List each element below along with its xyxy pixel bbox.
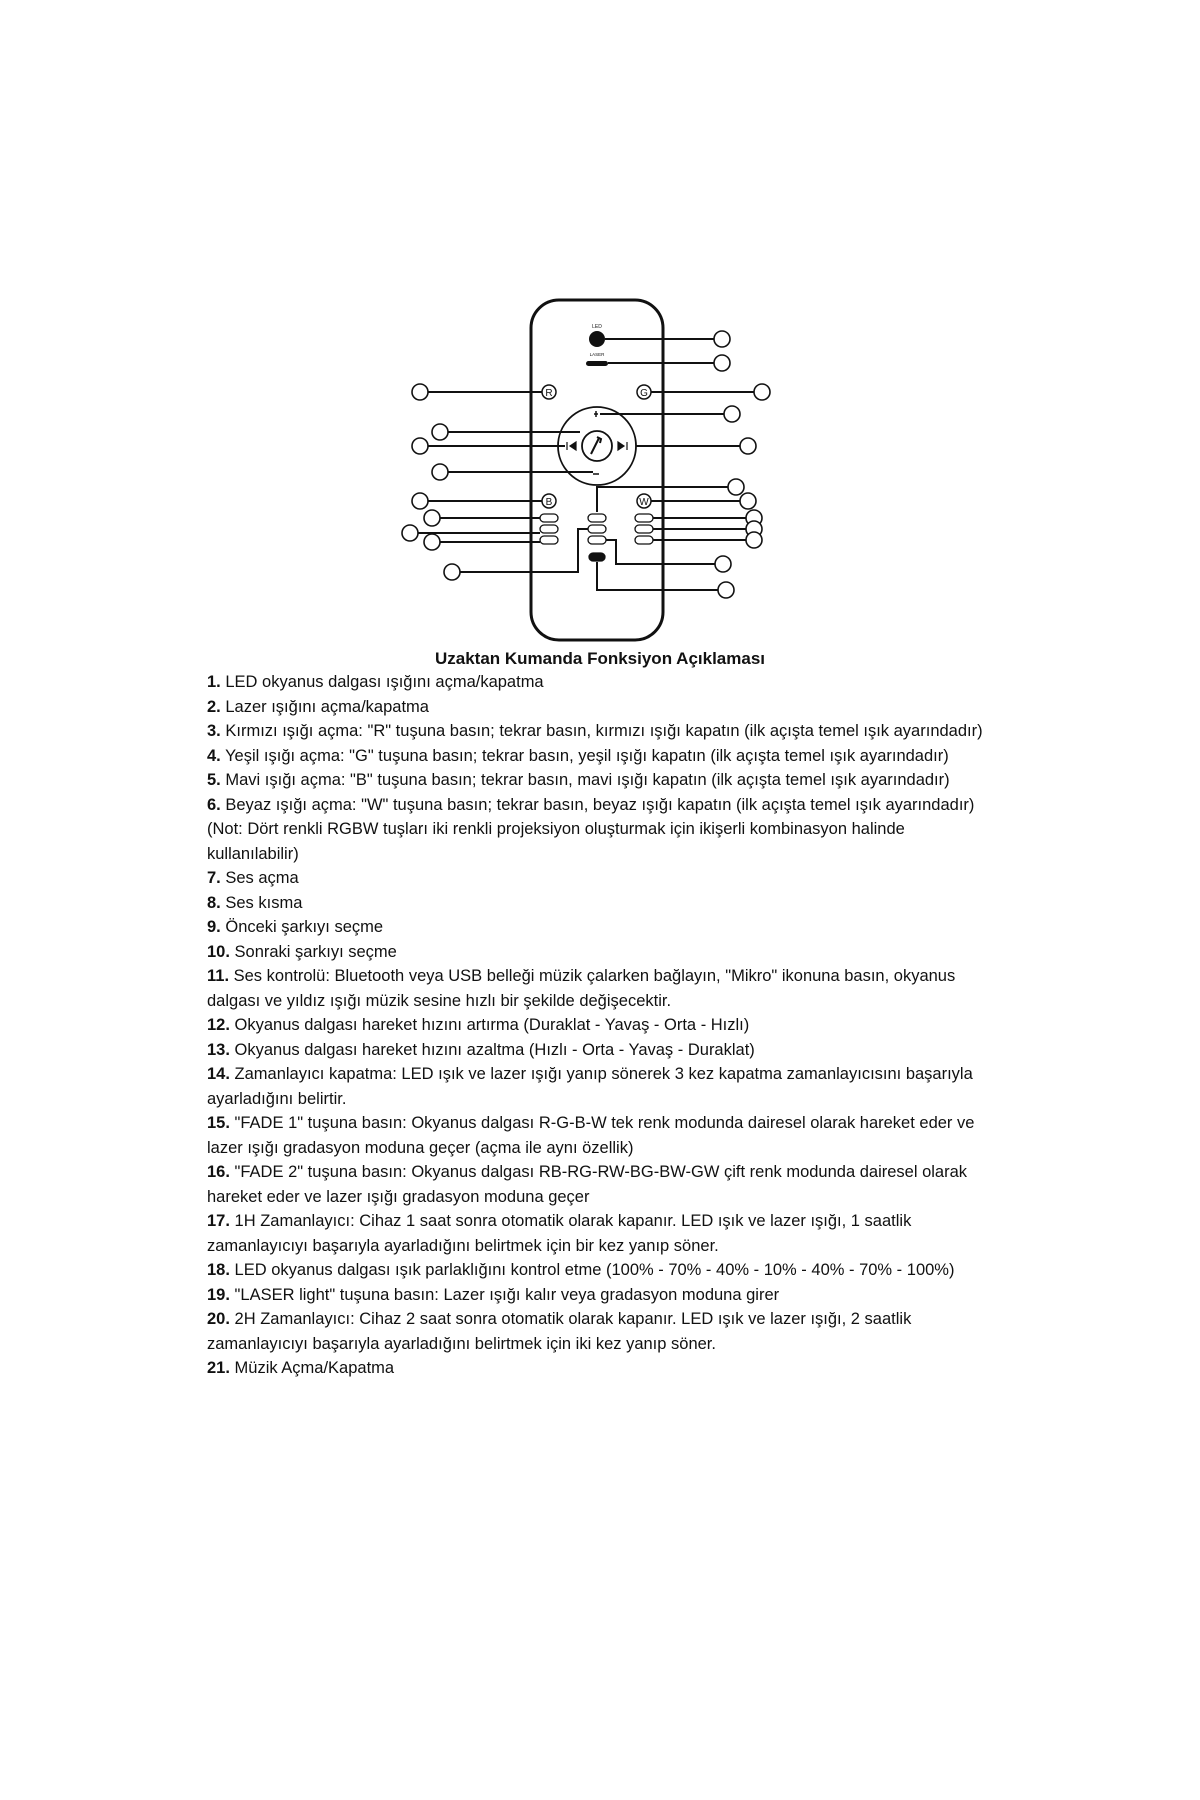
item-number: 5. xyxy=(207,771,221,789)
item-text: Lazer ışığını açma/kapatma xyxy=(225,697,429,716)
svg-text:LED: LED xyxy=(592,324,602,330)
item-text: Yeşil ışığı açma: "G" tuşuna basın; tekrar basın, yeşil ışığı kapatın (ilk açışta temel ışık ayarındadır) xyxy=(225,746,949,765)
item-text: Zamanlayıcı kapatma: LED ışık ve lazer ışığı yanıp sönerek 3 kez kapatma zamanlayıcısını başarıyla ayarladığını belirtir. xyxy=(207,1065,973,1108)
item-number: 1. xyxy=(207,673,221,691)
list-item xyxy=(207,1013,997,1038)
item-text: Ses kontrolü: Bluetooth veya USB belleği müzik çalarken bağlayın, "Mikro" ikonuna basın, okyanus dalgası ve yıldız ışığı müzik sesine hızlı bir şekilde değişecektir. xyxy=(207,967,956,1010)
item-text: Mavi ışığı açma: "B" tuşuna basın; tekrar basın, mavi ışığı kapatın (ilk açışta temel ışık ayarındadır) xyxy=(225,771,950,789)
item-text: 1H Zamanlayıcı: Cihaz 1 saat sonra otomatik olarak kapanır. LED ışık ve lazer ışığı, 1 saatlik zamanlayıcıyı başarıyla ayarladığını belirtmek için bir kez yanıp söner. xyxy=(207,1212,912,1255)
item-text: Okyanus dalgası hareket hızını artırma (Duraklat - Yavaş - Orta - Hızlı) xyxy=(234,1016,750,1034)
callout-markers xyxy=(402,331,770,598)
remote-diagram xyxy=(400,290,800,645)
item-text: 2H Zamanlayıcı: Cihaz 2 saat sonra otomatik olarak kapanır. LED ışık ve lazer ışığı, 2 saatlik zamanlayıcıyı başarıyla ayarladığını belirtmek için iki kez yanıp söner. xyxy=(207,1310,912,1353)
svg-text:G: G xyxy=(640,388,648,399)
item-number: 12. xyxy=(207,1016,230,1034)
item-text: Sonraki şarkıyı seçme xyxy=(234,942,397,961)
item-number: 19. xyxy=(207,1285,230,1304)
list-item xyxy=(207,744,997,769)
item-number: 18. xyxy=(207,1261,230,1279)
white-button xyxy=(637,494,651,508)
list-item xyxy=(207,1160,997,1209)
item-text: Kırmızı ışığı açma: "R" tuşuna basın; tekrar basın, kırmızı ışığı kapatın (ilk açışta temel ışık ayarındadır) xyxy=(225,722,983,740)
list-item xyxy=(207,1062,997,1111)
list-item xyxy=(207,1356,997,1381)
item-text: "FADE 2" tuşuna basın: Okyanus dalgası RB-RG-RW-BG-BW-GW çift renk modunda dairesel olarak hareket eder ve lazer ışığı gradasyon moduna geçer xyxy=(207,1163,968,1206)
item-number: 16. xyxy=(207,1163,230,1181)
list-item xyxy=(207,915,997,940)
svg-text:LASER: LASER xyxy=(589,352,605,357)
item-text: Ses açma xyxy=(225,869,299,887)
item-number: 7. xyxy=(207,869,221,887)
item-text: Okyanus dalgası hareket hızını azaltma (Hızlı - Orta - Yavaş - Duraklat) xyxy=(234,1040,755,1059)
item-number: 14. xyxy=(207,1065,230,1083)
laser-button xyxy=(586,352,608,366)
item-text: Önceki şarkıyı seçme xyxy=(225,918,384,936)
list-item xyxy=(207,695,997,720)
item-number: 9. xyxy=(207,918,221,936)
list-item xyxy=(207,719,997,744)
item-number: 11. xyxy=(207,967,230,985)
item-number: 13. xyxy=(207,1040,230,1059)
item-number: 8. xyxy=(207,893,221,912)
list-item xyxy=(207,866,997,891)
item-text: "LASER light" tuşuna basın: Lazer ışığı kalır veya gradasyon moduna girer xyxy=(234,1285,780,1304)
item-number: 10. xyxy=(207,942,230,961)
page-title: Uzaktan Kumanda Fonksiyon Açıklaması xyxy=(434,649,766,668)
navigation-ring xyxy=(558,407,636,485)
led-button xyxy=(589,324,605,347)
item-text: Beyaz ışığı açma: "W" tuşuna basın; tekrar basın, beyaz ışığı kapatın (ilk açışta temel ışık ayarındadır) (Not: Dört renkli RGBW tuşları iki renkli projeksiyon oluşturmak için ikişerli kombinasyon halinde kullanılabilir) xyxy=(207,795,975,863)
item-number: 17. xyxy=(207,1212,230,1230)
svg-text:B: B xyxy=(545,497,553,508)
item-number: 4. xyxy=(207,746,221,765)
list-item xyxy=(207,670,997,695)
list-item xyxy=(207,1038,997,1063)
item-text: LED okyanus dalgası ışık parlaklığını kontrol etme (100% - 70% - 40% - 10% - 40% - 70% - 100%) xyxy=(234,1261,955,1279)
item-number: 6. xyxy=(207,795,221,814)
list-item xyxy=(207,1209,997,1258)
item-text: LED okyanus dalgası ışığını açma/kapatma xyxy=(225,673,544,691)
item-number: 20. xyxy=(207,1310,230,1328)
list-item xyxy=(207,940,997,965)
item-text: Ses kısma xyxy=(225,893,303,912)
item-number: 2. xyxy=(207,697,221,716)
svg-text:W: W xyxy=(639,497,649,508)
callout-lines xyxy=(418,339,754,590)
svg-text:R: R xyxy=(545,388,553,399)
list-item xyxy=(207,1283,997,1308)
green-button xyxy=(637,385,651,399)
list-item xyxy=(207,1258,997,1283)
blue-button xyxy=(542,494,556,508)
item-text: Müzik Açma/Kapatma xyxy=(234,1359,395,1377)
list-item xyxy=(207,1111,997,1160)
item-text: "FADE 1" tuşuna basın: Okyanus dalgası R-G-B-W tek renk modunda dairesel olarak hareket eder ve lazer ışığı gradasyon moduna geçer (açma ile aynı özellik) xyxy=(207,1114,975,1157)
list-item xyxy=(207,891,997,916)
item-number: 15. xyxy=(207,1114,230,1132)
list-item xyxy=(207,964,997,1013)
function-list xyxy=(207,670,997,1381)
item-number: 21. xyxy=(207,1359,230,1377)
list-item xyxy=(207,1307,997,1356)
list-item xyxy=(207,793,997,867)
pill-buttons xyxy=(540,514,653,561)
item-number: 3. xyxy=(207,722,221,740)
red-button xyxy=(542,385,556,399)
list-item xyxy=(207,768,997,793)
